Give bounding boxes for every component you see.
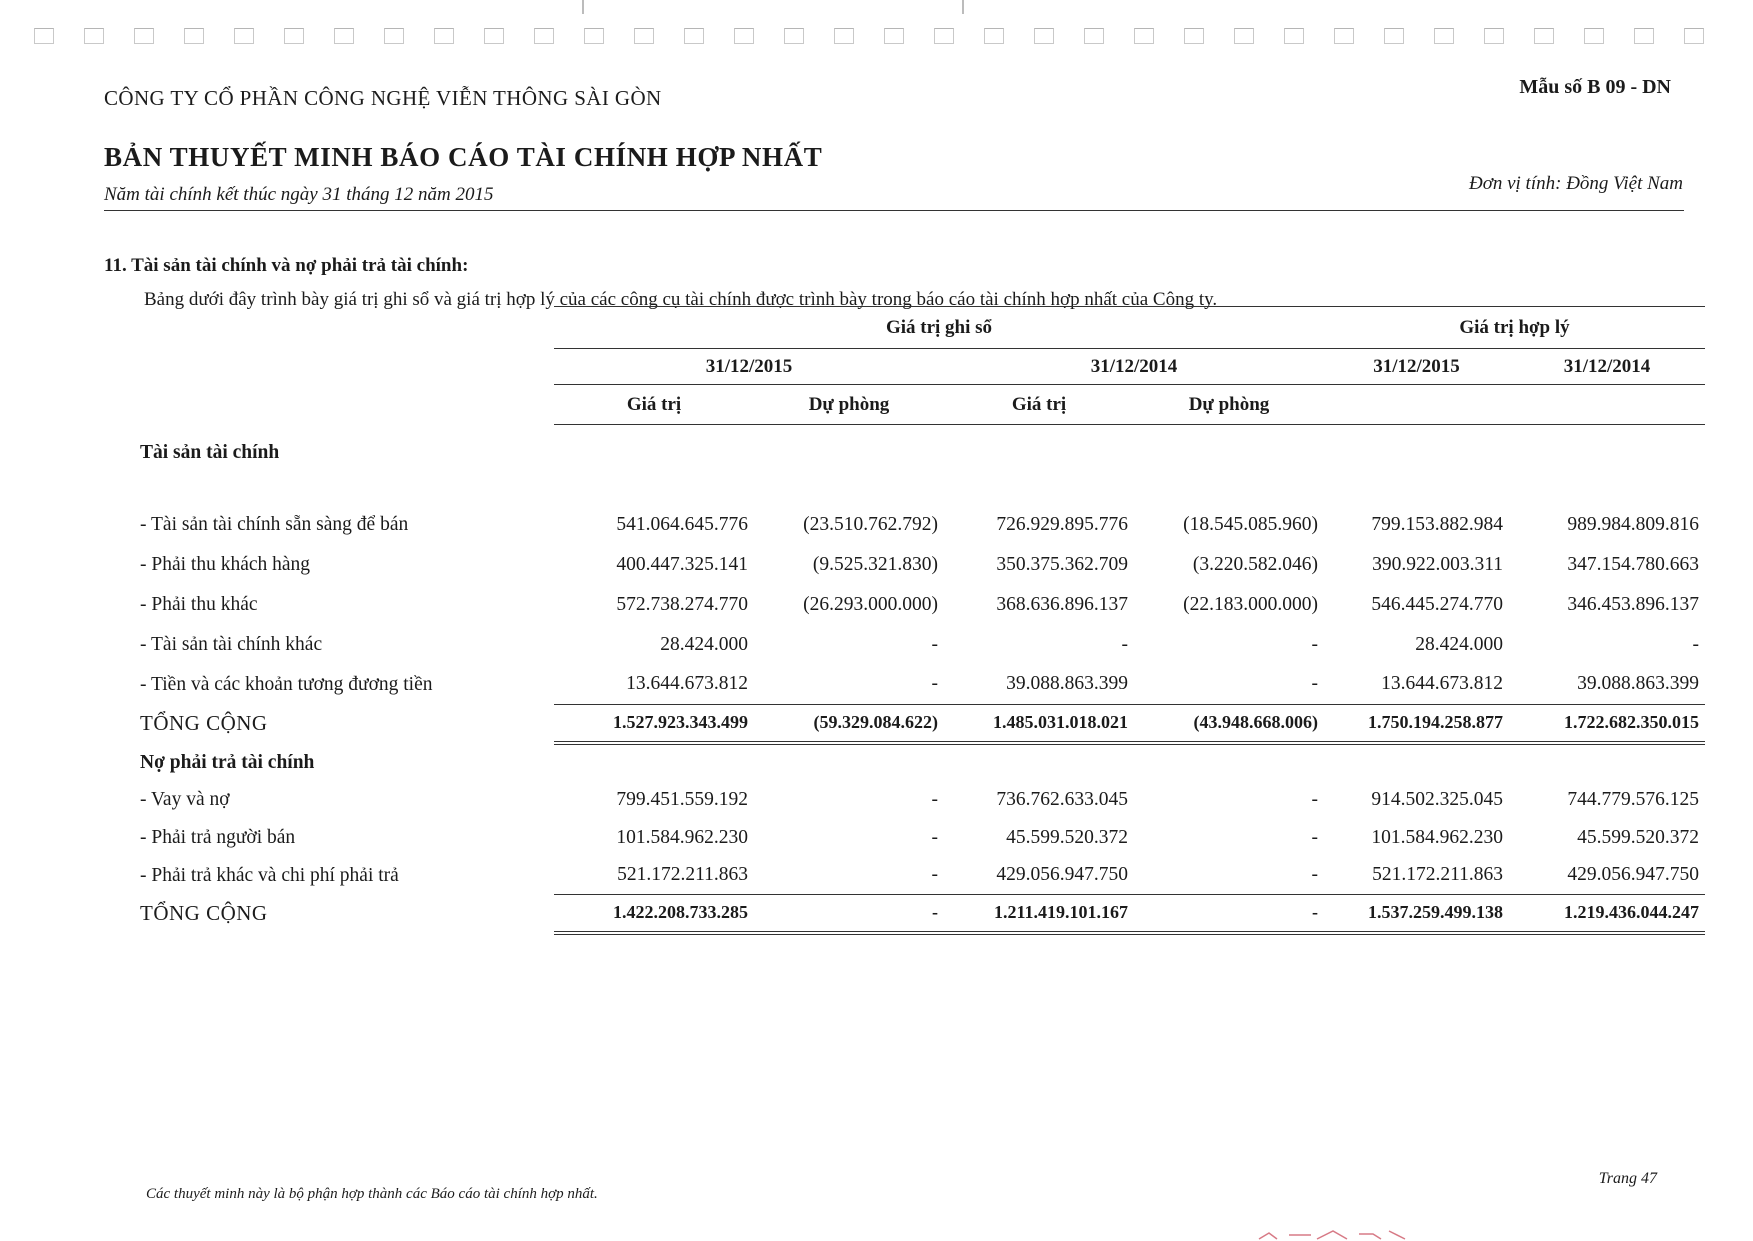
cell-value: 400.447.325.141 (616, 553, 748, 575)
cell-value: - (1311, 633, 1318, 655)
footer-note: Các thuyết minh này là bộ phận hợp thành các Báo cáo tài chính hợp nhất. (146, 1186, 598, 1202)
cell-value: 799.451.559.192 (616, 788, 748, 810)
total-value: (59.329.084.622) (754, 705, 944, 743)
row-label: - Tài sản tài chính sẵn sàng để bán (140, 513, 409, 535)
cell-value: 390.922.003.311 (1372, 553, 1503, 575)
total-value: 1.527.923.343.499 (554, 705, 754, 743)
cell-value: 541.064.645.776 (616, 513, 748, 535)
binding-hole (784, 28, 804, 44)
total-label: TỔNG CỘNG (140, 711, 268, 735)
cell-value: 101.584.962.230 (1371, 826, 1503, 848)
fair-2014-date: 31/12/2014 (1509, 349, 1705, 385)
total-value: - (1134, 895, 1324, 933)
total-value: 1.211.419.101.167 (944, 895, 1134, 933)
cell-value: (22.183.000.000) (1183, 593, 1318, 615)
top-edge-mark (962, 0, 964, 14)
table-row (140, 665, 1705, 705)
liabilities-total-row (140, 895, 1705, 933)
binding-hole (1084, 28, 1104, 44)
total-value: - (754, 895, 944, 933)
cell-value: - (931, 633, 938, 655)
cell-value: - (1692, 633, 1699, 655)
cell-value: - (1311, 788, 1318, 810)
table-row (140, 505, 1705, 545)
group-header-row (140, 307, 1705, 349)
binding-hole (734, 28, 754, 44)
binding-hole (534, 28, 554, 44)
binding-hole (334, 28, 354, 44)
sub-header-row (140, 385, 1705, 425)
cell-value: 914.502.325.045 (1371, 788, 1503, 810)
total-label: TỔNG CỘNG (140, 901, 268, 925)
binding-hole (234, 28, 254, 44)
table-row (140, 545, 1705, 585)
table-row (140, 857, 1705, 895)
binding-holes (34, 24, 1724, 50)
cell-value: - (1311, 673, 1318, 695)
cell-value: 572.738.274.770 (616, 593, 748, 615)
binding-hole (1184, 28, 1204, 44)
cell-value: - (1311, 826, 1318, 848)
binding-hole (934, 28, 954, 44)
cell-value: 101.584.962.230 (616, 826, 748, 848)
value-2015-header: Giá trị (554, 385, 754, 425)
cell-value: (9.525.321.830) (812, 553, 938, 575)
cell-value: (23.510.762.792) (803, 513, 938, 535)
cell-value: (18.545.085.960) (1183, 513, 1318, 535)
report-period: Năm tài chính kết thúc ngày 31 tháng 12 năm 2015 (104, 184, 494, 205)
binding-hole (984, 28, 1004, 44)
total-value: 1.750.194.258.877 (1324, 705, 1509, 743)
binding-hole (1434, 28, 1454, 44)
assets-total-row (140, 705, 1705, 743)
assets-group-row (140, 425, 1705, 481)
row-label: - Vay và nợ (140, 788, 230, 810)
binding-hole (1234, 28, 1254, 44)
cell-value: - (931, 826, 938, 848)
cell-value: (3.220.582.046) (1192, 553, 1318, 575)
page-number: Trang 47 (1598, 1170, 1657, 1187)
row-label: - Tài sản tài chính khác (140, 633, 323, 655)
cell-value: 744.779.576.125 (1567, 788, 1699, 810)
cell-value: 726.929.895.776 (996, 513, 1128, 535)
row-label: - Phải trả khác và chi phí phải trả (140, 864, 399, 886)
currency-unit: Đơn vị tính: Đồng Việt Nam (1468, 173, 1683, 194)
total-value: 1.537.259.499.138 (1324, 895, 1509, 933)
cell-value: 429.056.947.750 (996, 864, 1128, 886)
binding-hole (384, 28, 404, 44)
binding-hole (34, 28, 54, 44)
book-value-header: Giá trị ghi sổ (554, 307, 1324, 349)
table-row (140, 625, 1705, 665)
cell-value: 368.636.896.137 (996, 593, 1128, 615)
liabilities-group-label: Nợ phải trả tài chính (140, 751, 315, 773)
binding-hole (1384, 28, 1404, 44)
cell-value: - (1121, 633, 1128, 655)
date-header-row (140, 349, 1705, 385)
binding-hole (84, 28, 104, 44)
table-row (140, 585, 1705, 625)
binding-hole (1334, 28, 1354, 44)
cell-value: 347.154.780.663 (1567, 553, 1699, 575)
cell-value: - (931, 788, 938, 810)
row-label: - Tiền và các khoản tương đương tiền (140, 673, 433, 695)
binding-hole (834, 28, 854, 44)
cell-value: - (931, 673, 938, 695)
book-2014-date: 31/12/2014 (944, 349, 1324, 385)
row-label: - Phải thu khách hàng (140, 553, 311, 575)
binding-hole (1584, 28, 1604, 44)
binding-hole (1134, 28, 1154, 44)
binding-hole (1684, 28, 1704, 44)
cell-value: 13.644.673.812 (1381, 673, 1503, 695)
binding-hole (884, 28, 904, 44)
report-title: BẢN THUYẾT MINH BÁO CÁO TÀI CHÍNH HỢP NHẤT (104, 142, 823, 172)
total-value: 1.722.682.350.015 (1509, 705, 1705, 743)
value-2014-header: Giá trị (944, 385, 1134, 425)
financial-instruments-table (140, 306, 1705, 935)
fair-value-header: Giá trị hợp lý (1324, 307, 1705, 349)
cell-value: 350.375.362.709 (996, 553, 1128, 575)
binding-hole (284, 28, 304, 44)
fair-2015-date: 31/12/2015 (1324, 349, 1509, 385)
cell-value: 989.984.809.816 (1567, 513, 1699, 535)
binding-hole (1484, 28, 1504, 44)
provision-2015-header: Dự phòng (754, 385, 944, 425)
binding-hole (634, 28, 654, 44)
binding-hole (184, 28, 204, 44)
cell-value: 28.424.000 (1415, 633, 1503, 655)
top-edge-mark (582, 0, 584, 14)
table-row (140, 781, 1705, 819)
total-value: 1.485.031.018.021 (944, 705, 1134, 743)
liabilities-group-row (140, 743, 1705, 781)
section-title: 11. Tài sản tài chính và nợ phải trả tài chính: (104, 255, 469, 276)
section-intro: Bảng dưới đây trình bày giá trị ghi sổ và giá trị hợp lý của các công cụ tài chính được trình bày trong báo cáo tài chính hợp nhất của Công ty. (144, 289, 1218, 310)
binding-hole (584, 28, 604, 44)
company-name: CÔNG TY CỔ PHẦN CÔNG NGHỆ VIỄN THÔNG SÀI GÒN (104, 86, 662, 110)
binding-hole (1534, 28, 1554, 44)
binding-hole (1284, 28, 1304, 44)
stamp-fragment (1255, 1227, 1425, 1241)
cell-value: 39.088.863.399 (1577, 673, 1699, 695)
cell-value: 28.424.000 (660, 633, 748, 655)
book-2015-date: 31/12/2015 (554, 349, 944, 385)
cell-value: 13.644.673.812 (626, 673, 748, 695)
cell-value: 39.088.863.399 (1006, 673, 1128, 695)
cell-value: 736.762.633.045 (996, 788, 1128, 810)
cell-value: 521.172.211.863 (1372, 864, 1503, 886)
table-row (140, 819, 1705, 857)
cell-value: - (931, 864, 938, 886)
total-value: (43.948.668.006) (1134, 705, 1324, 743)
binding-hole (1634, 28, 1654, 44)
header-divider (104, 210, 1684, 211)
cell-value: (26.293.000.000) (803, 593, 938, 615)
binding-hole (434, 28, 454, 44)
total-value: 1.219.436.044.247 (1509, 895, 1705, 933)
cell-value: 346.453.896.137 (1567, 593, 1699, 615)
total-value: 1.422.208.733.285 (554, 895, 754, 933)
cell-value: - (1311, 864, 1318, 886)
provision-2014-header: Dự phòng (1134, 385, 1324, 425)
binding-hole (684, 28, 704, 44)
cell-value: 429.056.947.750 (1567, 864, 1699, 886)
row-label: - Phải trả người bán (140, 826, 296, 848)
binding-hole (484, 28, 504, 44)
cell-value: 45.599.520.372 (1577, 826, 1699, 848)
cell-value: 521.172.211.863 (617, 864, 748, 886)
binding-hole (134, 28, 154, 44)
cell-value: 799.153.882.984 (1371, 513, 1503, 535)
form-code: Mẫu số B 09 - DN (1519, 76, 1671, 98)
binding-hole (1034, 28, 1054, 44)
cell-value: 45.599.520.372 (1006, 826, 1128, 848)
row-label: - Phải thu khác (140, 593, 258, 615)
assets-group-label: Tài sản tài chính (140, 441, 280, 463)
cell-value: 546.445.274.770 (1371, 593, 1503, 615)
